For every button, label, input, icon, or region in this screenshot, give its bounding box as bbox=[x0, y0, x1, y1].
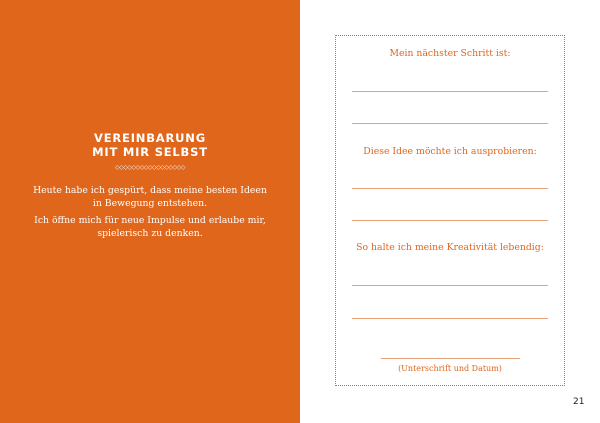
writing-line[interactable] bbox=[352, 318, 548, 319]
writing-line[interactable] bbox=[352, 220, 548, 221]
heading-line-2: MIT MIR SELBST bbox=[92, 145, 208, 159]
writing-line[interactable] bbox=[352, 123, 548, 124]
writing-line[interactable] bbox=[352, 285, 548, 286]
writing-line[interactable] bbox=[352, 188, 548, 189]
heading bbox=[0, 131, 300, 159]
signature-line[interactable] bbox=[381, 358, 520, 359]
paragraph-2: Ich öffne mich für neue Impulse und erlaube mir, spielerisch zu denken. bbox=[34, 215, 266, 239]
prompt-creativity: So halte ich meine Kreativität lebendig: bbox=[356, 242, 544, 253]
page-number: 21 bbox=[573, 397, 585, 407]
dotted-frame bbox=[335, 35, 565, 386]
heading-line-1: VEREINBARUNG bbox=[94, 131, 206, 145]
prompt-idea: Diese Idee möchte ich ausprobieren: bbox=[363, 146, 537, 157]
ornament-divider: ◇◇◇◇◇◇◇◇◇◇◇◇◇◇◇◇◇ bbox=[115, 164, 185, 171]
prompt-next-step: Mein nächster Schritt ist: bbox=[389, 48, 511, 59]
paragraph-1: Heute habe ich gespürt, dass meine besten Ideen in Bewegung entstehen. bbox=[33, 185, 267, 209]
writing-line[interactable] bbox=[352, 91, 548, 92]
signature-caption: (Unterschrift und Datum) bbox=[398, 364, 502, 373]
